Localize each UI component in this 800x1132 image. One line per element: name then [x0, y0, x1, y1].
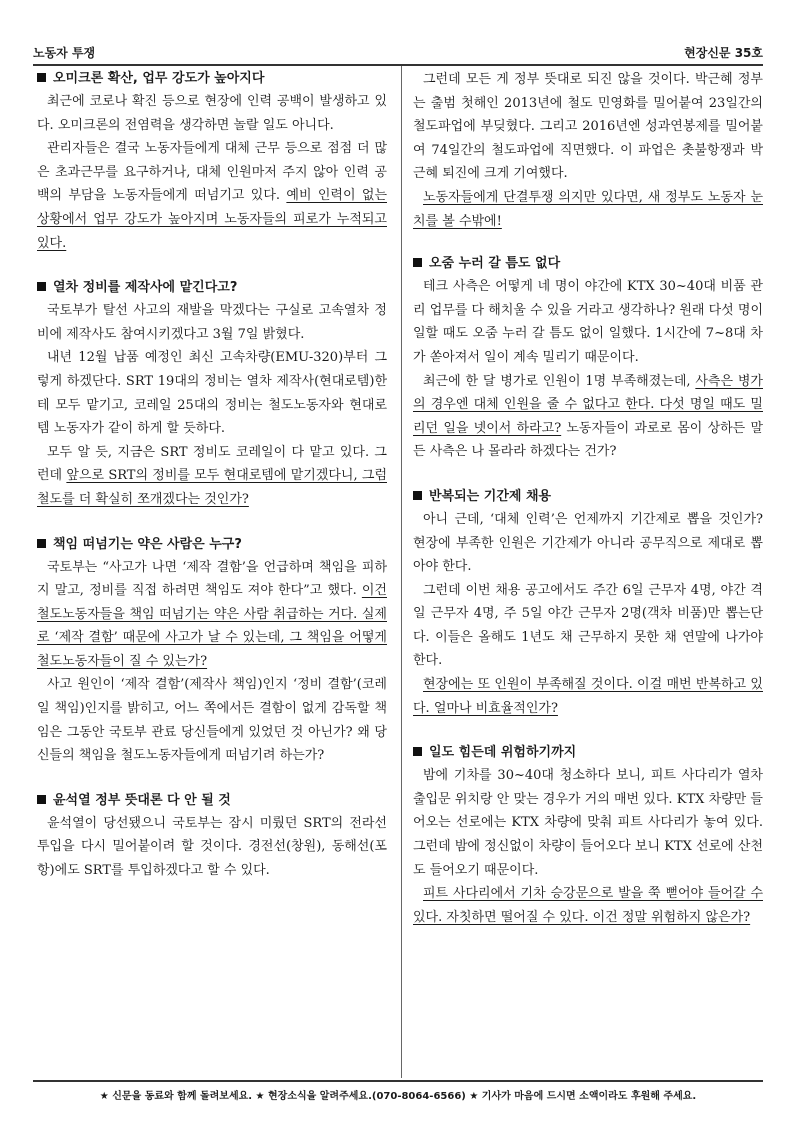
left-column [37, 68, 387, 1068]
section-omicron [37, 68, 387, 255]
footer-rule [33, 1080, 763, 1082]
square-bullet-icon [37, 539, 46, 548]
issue-number: 현장신문 35호 [684, 46, 763, 60]
paragraph: 국토부가 탈선 사고의 재발을 막겠다는 구실로 고속열차 정비에 제작사도 참여시키겠다고 3월 7일 밝혔다. [37, 303, 387, 342]
paragraph [413, 882, 763, 929]
section-title: 책임 떠넘기는 약은 사람은 누구? [37, 534, 387, 556]
paragraph: 최근에 코로나 확진 등으로 현장에 인력 공백이 발생하고 있다. 오미크론의 전염력을 생각하면 놀랄 일도 아니다. [37, 94, 387, 133]
paragraph: 밤에 기차를 30~40대 청소하다 보니, 피트 사다리가 열차 출입문 위치랑 안 맞는 경우가 거의 매번 있다. KTX 차량만 들어오는 선로에는 KTX 차량에 맞춰 피트 사다리가 놓여 있다. 그런데 밤에 정신없이 차량이 들어오다 보니 KTX 선로에 산천도 들어오기 때문이다. [413, 768, 763, 878]
paragraph: 국토부는 “사고가 나면 ‘제작 결함’을 언급하며 책임을 피하지 말고, 정비를 직접 하려면 책임도 져야 한다”고 했다. 이건 철도노동자들을 책임 떠넘기는 약은 사람 취급하는 거다. 실제로 ‘제작 결함’ 때문에 사고가 날 수 있는데, 그 책임을 어떻게 철도노동자들이 질 수 있는가? [37, 559, 387, 669]
section-maintenance [37, 277, 387, 511]
section-title: 일도 힘든데 위험하기까지 [413, 742, 763, 764]
emphasis-underline: 사측은 병가의 경우엔 대체 인원을 줄 수 없다고 한다. 다섯 명일 때도 밀리던 일을 넷이서 하라고? [413, 373, 763, 436]
section-contract-hiring [413, 486, 763, 720]
emphasis-underline: 피트 사다리에서 기차 승강문으로 발을 쭉 뻗어야 들어갈 수 있다. 자칫하면 떨어질 수 있다. 이건 정말 위험하지 않은가? [413, 886, 763, 925]
paragraph: 사고 원인이 ‘제작 결함’(제작사 책임)인지 ‘정비 결함’(코레일 책임)인지를 밝히고, 어느 쪽에서든 결함이 없게 감독할 책임은 그동안 국토부 관료 당신들에게 있었던 것 아닌가? 왜 당신들의 책임을 철도노동자들에게 떠넘기려 하는가? [37, 677, 387, 764]
section-title: 열차 정비를 제작사에 맡긴다고? [37, 277, 387, 299]
column-divider [401, 66, 402, 1078]
paragraph: 그런데 모든 게 정부 뜻대로 되진 않을 것이다. 박근혜 정부는 출범 첫해인 2013년에 철도 민영화를 밀어붙여 23일간의 철도파업에 부딪혔다. 그리고 2016년엔 성과연봉제를 밀어붙여 74일간의 철도파업에 직면했다. 이 파업은 촛불항쟁과 박근혜 퇴진에 크게 기여했다. [413, 72, 763, 182]
right-column [413, 68, 763, 1068]
section-government [37, 790, 387, 883]
emphasis-underline: 앞으로 SRT의 정비를 모두 현대로템에 맡기겠다니, 그럼 철도를 더 확실히 쪼개겠다는 것인가? [37, 468, 387, 507]
paragraph [413, 673, 763, 720]
emphasis-underline: 현장에는 또 인원이 부족해질 것이다. 이걸 매번 반복하고 있다. 얼마나 비효율적인가? [413, 677, 763, 716]
newspaper-name: 노동자 투쟁 [33, 46, 96, 60]
paragraph: 내년 12월 납품 예정인 최신 고속차량(EMU-320)부터 그렇게 하겠단다. SRT 19대의 정비는 열차 제작사(현대로템)한테 모두 맡기고, 코레일 25대의 정비는 철도노동자와 현대로템 노동자가 같이 하게 할 듯하다. [37, 350, 387, 437]
paragraph: 최근에 한 달 병가로 인원이 1명 부족해졌는데, 사측은 병가의 경우엔 대체 인원을 줄 수 없다고 한다. 다섯 명일 때도 밀리던 일을 넷이서 하라고? 노동자들이 과로로 몸이 상하든 말든 사측은 나 몰라라 하겠다는 건가? [413, 373, 763, 460]
paragraph: 모두 알 듯, 지금은 SRT 정비도 코레일이 다 맡고 있다. 그런데 앞으로 SRT의 정비를 모두 현대로템에 맡기겠다니, 그럼 철도를 더 확실히 쪼개겠다는 것인가? [37, 444, 387, 507]
paragraph: 테크 사측은 어떻게 네 명이 야간에 KTX 30~40대 비품 관리 업무를 다 해치울 수 있을 거라고 생각하나? 원래 다섯 명이 일할 때도 오줌 누러 갈 틈도 없이 일했다. 1시간에 7~8대 차가 쏟아져서 일이 계속 밀리기 때문이다. [413, 279, 763, 365]
square-bullet-icon [413, 491, 422, 500]
section-title: 윤석열 정부 뜻대론 다 안 될 것 [37, 790, 387, 812]
paragraph: 관리자들은 결국 노동자들에게 대체 근무 등으로 점점 더 많은 초과근무를 요구하거나, 대체 인원마저 주지 않아 인력 공백의 부담을 노동자들에게 떠넘기고 있다. 예비 인력이 없는 상황에서 업무 강도가 높아지며 노동자들의 피로가 누적되고 있다. [37, 141, 387, 251]
section-title: 오미크론 확산, 업무 강도가 높아지다 [37, 68, 387, 90]
page-header [33, 40, 763, 66]
footer-notice: ★ 신문을 동료와 함께 돌려보세요. ★ 현장소식을 알려주세요.(070-8064-6566) ★ 기사가 마음에 드시면 소액이라도 후원해 주세요. [99, 1091, 697, 1102]
paragraph: 윤석열이 당선됐으니 국토부는 잠시 미뤘던 SRT의 전라선 투입을 다시 밀어붙이려 할 것이다. 경전선(창원), 동해선(포항)에도 SRT를 투입하겠다고 할 수 있다. [37, 815, 387, 879]
square-bullet-icon [37, 795, 46, 804]
emphasis-underline: 노동자들에게 단결투쟁 의지만 있다면, 새 정부도 노동자 눈치를 볼 수밖에! [413, 189, 763, 229]
square-bullet-icon [37, 282, 46, 291]
paragraph: 아니 근데, ‘대체 인력’은 언제까지 기간제로 뽑을 것인가? 현장에 부족한 인원은 기간제가 아니라 공무직으로 제대로 뽑아야 한다. [413, 511, 763, 575]
section-danger [413, 742, 763, 929]
section-title: 반복되는 기간제 채용 [413, 486, 763, 508]
square-bullet-icon [413, 747, 422, 756]
emphasis-underline: 이건 철도노동자들을 책임 떠넘기는 약은 사람 취급하는 거다. 실제로 ‘제작 결함’ 때문에 사고가 날 수 있는데, 그 책임을 어떻게 철도노동자들이 질 수 있는가? [37, 583, 387, 669]
section-responsibility [37, 534, 387, 768]
section-no-break [413, 253, 763, 464]
section-title: 오줌 누러 갈 틈도 없다 [413, 253, 763, 275]
square-bullet-icon [413, 258, 422, 267]
paragraph [413, 186, 763, 233]
emphasis-underline: 예비 인력이 없는 상황에서 업무 강도가 높아지며 노동자들의 피로가 누적되고 있다. [37, 188, 387, 251]
paragraph: 그런데 이번 채용 공고에서도 주간 6일 근무자 4명, 야간 격일 근무자 4명, 주 5일 야간 근무자 2명(객차 비품)만 뽑는단다. 이들은 올해도 1년도 채 근무하지 못한 채 연말에 나가야 한다. [413, 582, 763, 669]
square-bullet-icon [37, 73, 46, 82]
